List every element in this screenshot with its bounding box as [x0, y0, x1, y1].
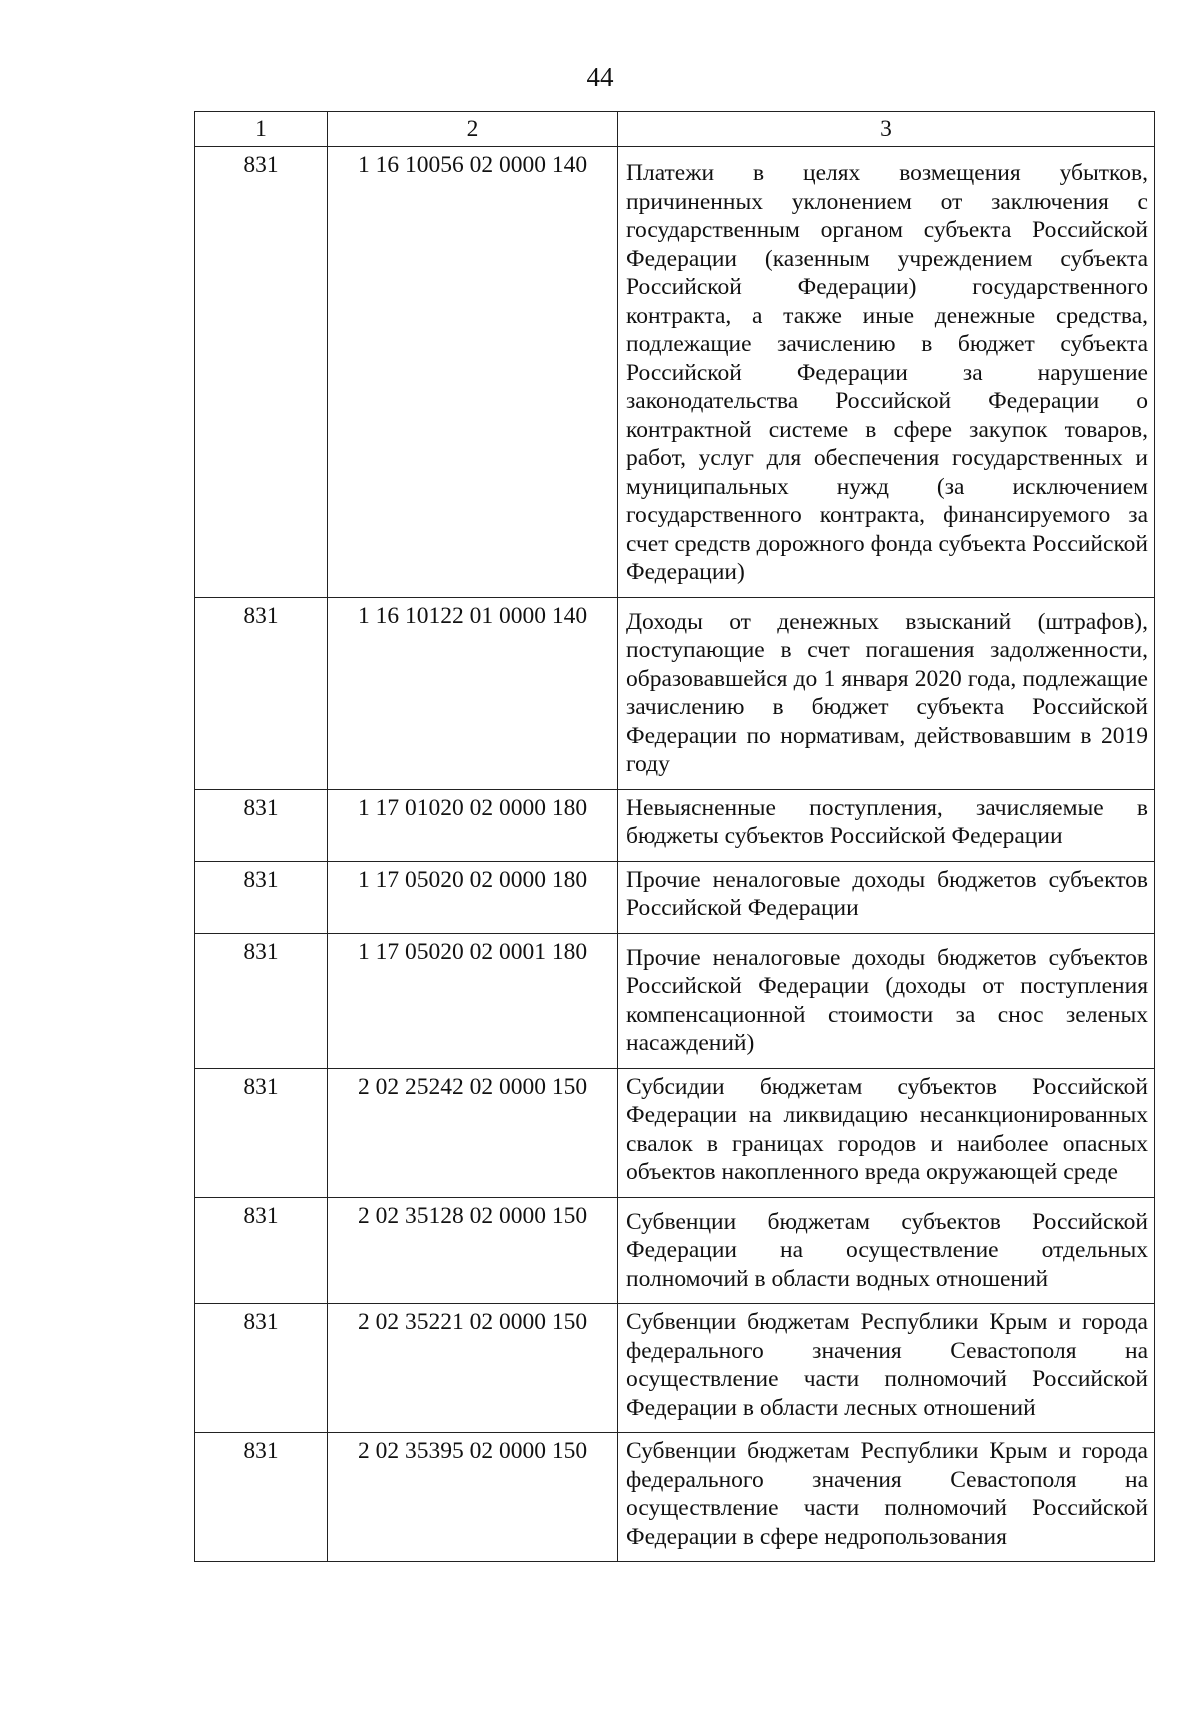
header-row [195, 112, 1155, 147]
budget-classification-code-cell: 1 17 05020 02 0001 180 [328, 933, 618, 1068]
budget-classification-code-cell: 2 02 35395 02 0000 150 [328, 1433, 618, 1562]
budget-classification-code-cell: 1 16 10122 01 0000 140 [328, 597, 618, 789]
table-row [195, 1304, 1155, 1433]
table-header [195, 112, 1155, 147]
table-row [195, 1433, 1155, 1562]
table-body [195, 147, 1155, 1562]
revenue-description-cell: Доходы от денежных взысканий (штрафов), поступающие в счет погашения задолженности, образовавшейся до 1 января 2020 года, подлежащие зачислению в бюджет субъекта Российской Федерации по нормативам, действовавшим в 2019 году [618, 597, 1155, 789]
table-row [195, 861, 1155, 933]
page-number: 44 [586, 62, 614, 92]
budget-classification-code-cell: 2 02 25242 02 0000 150 [328, 1068, 618, 1197]
budget-classification-code-cell: 1 17 05020 02 0000 180 [328, 861, 618, 933]
admin-code-cell: 831 [195, 861, 328, 933]
admin-code-cell: 831 [195, 933, 328, 1068]
admin-code-cell: 831 [195, 789, 328, 861]
budget-classification-code-cell: 2 02 35221 02 0000 150 [328, 1304, 618, 1433]
admin-code-cell: 831 [195, 147, 328, 598]
table-row [195, 597, 1155, 789]
revenue-description-cell: Невыясненные поступления, зачисляемые в бюджеты субъектов Российской Федерации [618, 789, 1155, 861]
revenue-description-cell: Субвенции бюджетам Республики Крым и города федерального значения Севастополя на осуществление части полномочий Российской Федерации в области лесных отношений [618, 1304, 1155, 1433]
budget-classification-code-cell: 1 16 10056 02 0000 140 [328, 147, 618, 598]
revenue-description-cell: Субвенции бюджетам субъектов Российской Федерации на осуществление отдельных полномочий в области водных отношений [618, 1197, 1155, 1304]
revenue-description-cell: Платежи в целях возмещения убытков, причиненных уклонением от заключения с государственным органом субъекта Российской Федерации (казенным учреждением субъекта Российской Федерации) государственного контракта, а также иные денежные средства, подлежащие зачислению в бюджет субъекта Российской Федерации за нарушение законодательства Российской Федерации о контрактной системе в сфере закупок товаров, работ, услуг для обеспечения государственных и муниципальных нужд (за исключением государственного контракта, финансируемого за счет средств дорожного фонда субъекта Российской Федерации) [618, 147, 1155, 598]
table-row [195, 789, 1155, 861]
table-row [195, 933, 1155, 1068]
admin-code-cell: 831 [195, 1433, 328, 1562]
table-row [195, 147, 1155, 598]
revenue-description-cell: Прочие неналоговые доходы бюджетов субъектов Российской Федерации [618, 861, 1155, 933]
budget-classification-code-cell: 1 17 01020 02 0000 180 [328, 789, 618, 861]
column-header-1: 1 [195, 112, 328, 147]
revenue-description-cell: Прочие неналоговые доходы бюджетов субъектов Российской Федерации (доходы от поступления компенсационной стоимости за снос зеленых насаждений) [618, 933, 1155, 1068]
admin-code-cell: 831 [195, 1068, 328, 1197]
revenue-description-cell: Субсидии бюджетам субъектов Российской Федерации на ликвидацию несанкционированных свалок в границах городов и наиболее опасных объектов накопленного вреда окружающей среде [618, 1068, 1155, 1197]
table-row [195, 1068, 1155, 1197]
admin-code-cell: 831 [195, 597, 328, 789]
admin-code-cell: 831 [195, 1197, 328, 1304]
table-row [195, 1197, 1155, 1304]
column-header-2: 2 [328, 112, 618, 147]
revenue-description-cell: Субвенции бюджетам Республики Крым и города федерального значения Севастополя на осуществление части полномочий Российской Федерации в сфере недропользования [618, 1433, 1155, 1562]
column-header-3: 3 [618, 112, 1155, 147]
budget-codes-table [194, 111, 1155, 1562]
budget-classification-code-cell: 2 02 35128 02 0000 150 [328, 1197, 618, 1304]
admin-code-cell: 831 [195, 1304, 328, 1433]
